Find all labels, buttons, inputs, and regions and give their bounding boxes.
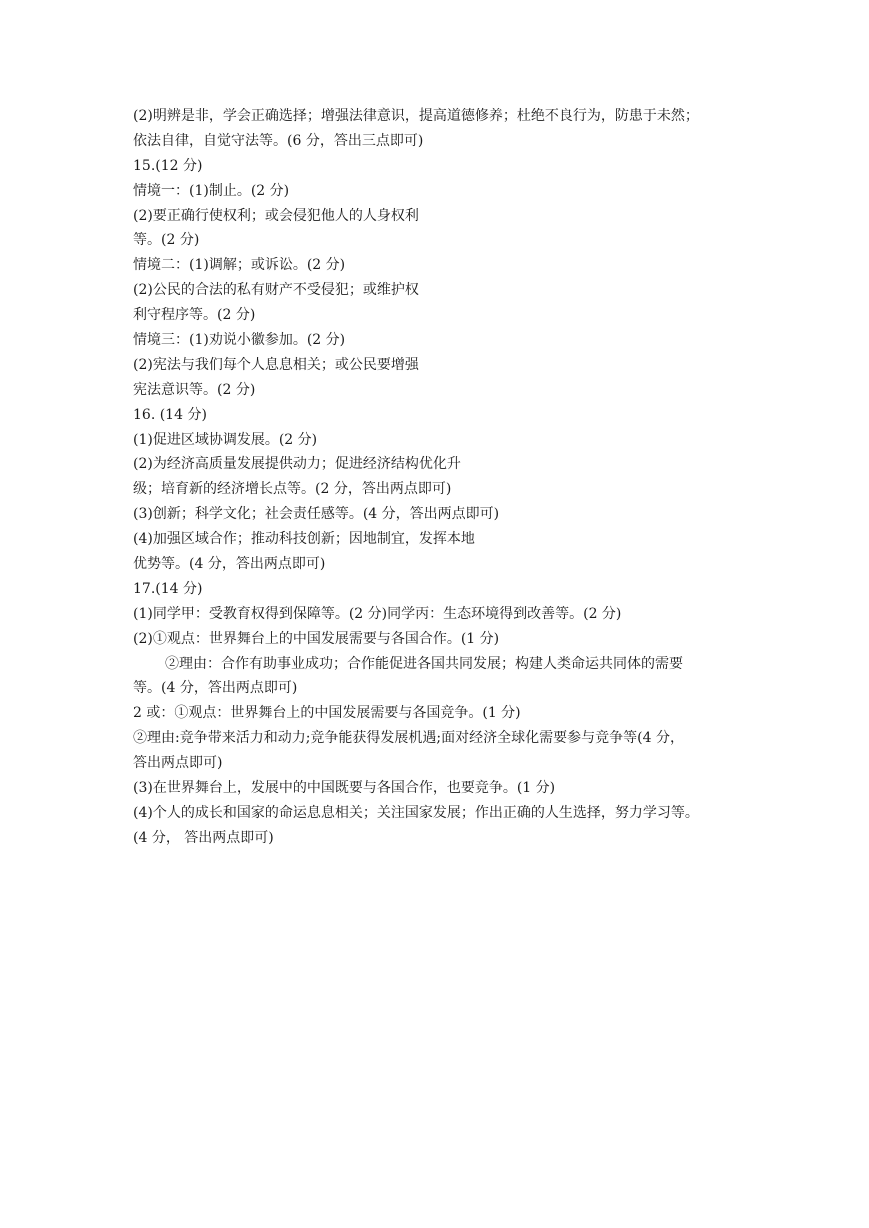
text-line: 宪法意识等。(2 分) [133,381,256,398]
text-line: 级；培育新的经济增长点等。(2 分，答出两点即可) [133,481,452,498]
text-line: (1)同学甲：受教育权得到保障等。(2 分)同学丙：生态环境得到改善等。(2 分) [133,605,622,622]
text-line: 答出两点即可) [133,755,223,772]
text-line: (4)个人的成长和国家的命运息息相关；关注国家发展；作出正确的人生选择，努力学习等。 [133,804,699,821]
text-line: ②理由:竞争带来活力和动力;竞争能获得发展机遇;面对经济全球化需要参与竞争等(4 分， [133,730,684,747]
text-line: (2)要正确行使权利；或会侵犯他人的人身权利 [133,207,419,224]
text-line: 利守程序等。(2 分) [133,307,256,324]
text-line: 17.(14 分) [133,580,203,597]
text-line: 优势等。(4 分，答出两点即可) [133,556,326,573]
text-line: 情境三：(1)劝说小徽参加。(2 分) [133,332,346,349]
text-line: 16. (14 分) [133,406,207,423]
text-line: ②理由：合作有助事业成功；合作能促进各国共同发展；构建人类命运共同体的需要 [165,655,683,672]
text-line: (3)创新；科学文化；社会责任感等。(4 分，答出两点即可) [133,506,500,523]
text-line: 依法自律，自觉守法等。(6 分，答出三点即可) [133,132,424,149]
text-line: 情境一：(1)制止。(2 分) [133,182,290,199]
text-line: (2)为经济高质量发展提供动力；促进经济结构优化升 [133,456,461,473]
text-line: (2)公民的合法的私有财产不受侵犯；或维护权 [133,282,419,299]
text-line: 情境二：(1)调解；或诉讼。(2 分) [133,257,346,274]
answer-document [133,104,743,851]
text-line: 等。(4 分，答出两点即可) [133,680,298,697]
text-line: (2)①观点：世界舞台上的中国发展需要与各国合作。(1 分) [133,630,500,647]
text-line: (2)明辨是非，学会正确选择；增强法律意识，提高道德修养；杜绝不良行为，防患于未然； [133,108,699,124]
text-line: 2 或：①观点：世界舞台上的中国发展需要与各国竞争。(1 分) [133,705,521,722]
text-line: (2)宪法与我们每个人息息相关；或公民要增强 [133,356,419,373]
text-line: 15.(12 分) [133,157,203,174]
text-line: (4 分， 答出两点即可) [133,829,274,846]
text-line: (1)促进区域协调发展。(2 分) [133,431,318,448]
text-line: 等。(2 分) [133,232,200,249]
text-line: (4)加强区域合作；推动科技创新；因地制宜，发挥本地 [133,531,475,548]
text-line: (3)在世界舞台上，发展中的中国既要与各国合作，也要竞争。(1 分) [133,780,556,797]
